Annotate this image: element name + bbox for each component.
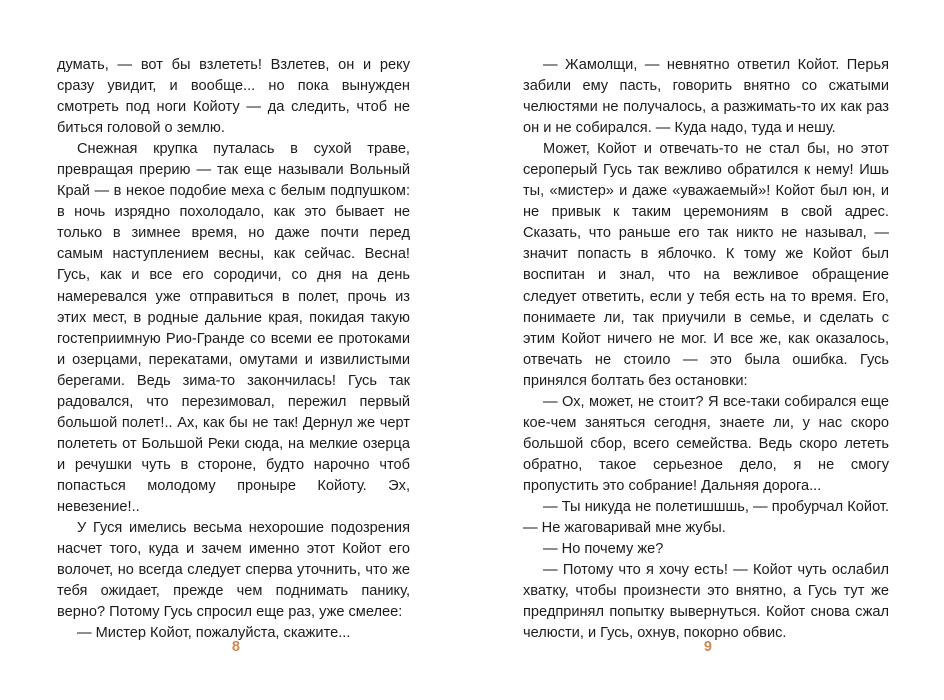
- paragraph: — Но почему же?: [543, 541, 664, 558]
- paragraph: — Ох, может, не стоит? Я все-таки собирался еще кое-чем заняться сегодня, знаете ли, у нас скоро большой сбор, всего семейства. Ведь скоро лететь обратно, такое серьезное дело, я не смогу пропустить это собрание! Дальняя дорога...: [523, 393, 889, 494]
- page-right: [472, 0, 944, 700]
- paragraph: Снежная крупка путалась в сухой траве, превращая прерию — так еще называли Вольный Край — в некое подобие меха с белым подпушком: в ночь изрядно похолодало, как это бывает не только в зимнее время, но даже почти перед самым наступлением весны, как сейчас. Весна! Гусь, как и все его сородичи, со дня на день намеревался уже отправиться в полет, прочь из этих мест, в родные дальние края, покидая такую гостеприимную Рио-Гранде со всеми ее протоками и озерцами, перекатами, омутами и извилистыми берегами. Ведь зима-то закончилась! Гусь так радовался, что перезимовал, пережил первый большой полет!.. Ах, как бы не так! Дернул же черт полететь от Большой Реки сюда, на мелкие озерца и речушки чуть в стороне, будто нарочно чтоб попасться молодому проныре Койоту. Эх, невезение!..: [57, 141, 410, 515]
- page-number-right: 9: [703, 639, 713, 655]
- paragraph: Может, Койот и отвечать-то не стал бы, но этот сероперый Гусь так вежливо обратился к нему! Ишь ты, «мистер» и даже «уважаемый»! Койот был юн, и не привык к таким церемониям в свой адрес. Сказать, что раньше его так никто не называл, — значит попасть в яблочко. К тому же Койот был воспитан и знал, что на вежливое обращение следует ответить, если у тебя есть на то время. Его, понимаете ли, так приучили в семье, и сделать с этим Койот ничего не мог. И все же, как оказалось, отвечать не стоило — это была ошибка. Гусь принялся болтать без остановки:: [523, 141, 889, 389]
- paragraph: — Потому что я хочу есть! — Койот чуть ослабил хватку, чтобы произнести это внятно, а Гусь тут же предпринял попытку вывернуться. Койот снова сжал челюсти, и Гусь, охнув, покорно обвис.: [523, 562, 889, 642]
- page-left-body: [57, 55, 410, 644]
- paragraph: — Мистер Койот, пожалуйста, скажите...: [77, 625, 351, 642]
- paragraph: — Жамолщи, — невнятно ответил Койот. Перья забили ему пасть, говорить внятно со сжатыми челюстями не получалось, а разжимать-то их как раз он и не собирался. — Куда надо, туда и нешу.: [523, 57, 889, 137]
- page-number-left: 8: [231, 639, 241, 655]
- paragraph: думать, — вот бы взлететь! Взлетев, он и реку сразу увидит, и вообще... но пока вынужден смотреть под ноги Койоту — да следить, чтоб не биться головой о землю.: [57, 57, 410, 137]
- paragraph: У Гуся имелись весьма нехорошие подозрения насчет того, куда и зачем именно этот Койот его волочет, но всегда следует сперва уточнить, что же тебя ожидает, прежде чем поднимать панику, верно? Потому Гусь спросил еще раз, уже смелее:: [57, 520, 410, 621]
- paragraph: — Ты никуда не полетишшшь, — пробурчал Койот. — Не жаговаривай мне жубы.: [523, 498, 889, 537]
- page-right-body: [523, 55, 889, 644]
